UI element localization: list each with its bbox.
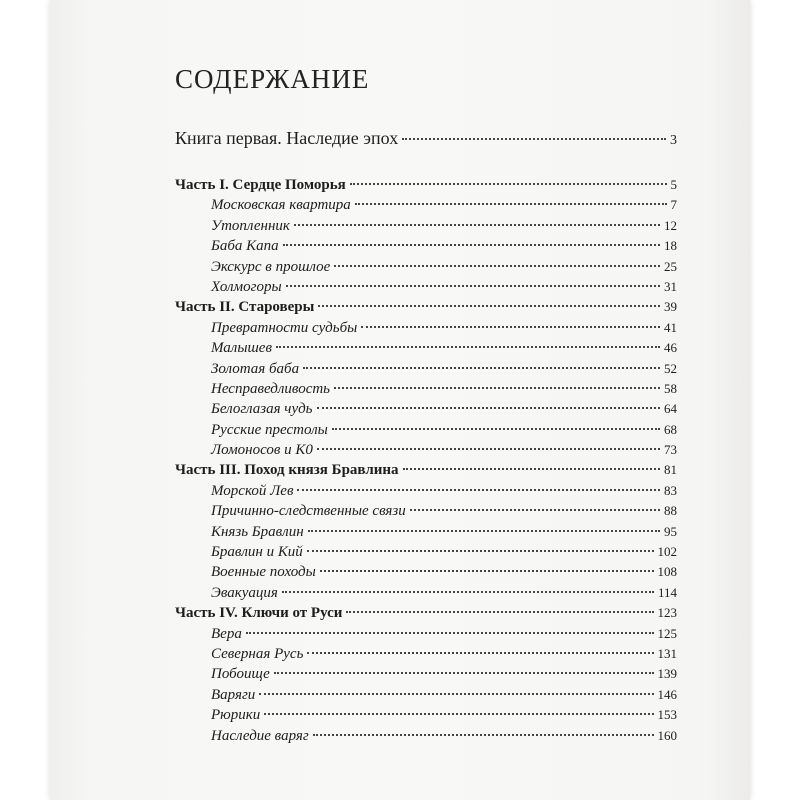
dot-leader [297,489,660,491]
toc-chapter-entry [175,359,677,379]
toc-entry-title: Превратности судьбы [211,319,358,336]
dot-leader [317,448,660,450]
toc-chapter-entry [175,257,677,277]
toc-chapter-entry [175,277,677,297]
toc-page-number: 139 [657,666,677,682]
toc-book-entry [175,128,677,149]
toc-entry-title: Эвакуация [211,584,278,601]
toc-entry-title: Часть IV. Ключи от Руси [175,605,343,622]
toc-entry-title: Русские престолы [211,421,328,438]
toc-part-entry [175,175,677,195]
dot-leader [402,138,666,140]
toc-entry-title: Морской Лев [211,482,294,499]
toc-chapter-entry [175,522,677,542]
toc-chapter-entry [175,379,677,399]
toc-page-number: 39 [664,299,677,315]
dot-leader [307,550,654,552]
toc-page-number: 7 [670,197,677,213]
dot-leader [308,530,660,532]
page-title: СОДЕРЖАНИЕ [175,64,370,94]
toc-page-number: 73 [664,442,677,458]
toc-page-number: 88 [664,503,677,519]
toc-page-number: 108 [657,564,677,580]
dot-leader [332,428,660,430]
dot-leader [350,183,667,185]
toc-chapter-entry [175,216,677,236]
toc-page-number: 52 [664,360,677,376]
toc-entry-title: Ломоносов и К0 [211,442,313,459]
toc-chapter-entry [175,440,677,460]
dot-leader [294,224,660,226]
toc-page-number: 146 [657,686,677,702]
toc-entry-title: Белоглазая чудь [211,401,313,418]
toc-chapter-entry [175,705,677,725]
toc-entry-title: Экскурс в прошлое [211,258,331,275]
toc-chapter-entry [175,318,677,338]
toc-entry-title: Князь Бравлин [211,523,304,540]
dot-leader [320,570,654,572]
toc-entry-title: Баба Капа [211,238,279,255]
toc-entry-title: Часть II. Староверы [175,299,315,316]
toc-chapter-entry [175,236,677,256]
toc-book-page-number: 3 [670,133,677,148]
toc-entry-title: Несправедливость [211,380,331,397]
toc-entry-title: Бравлин и Кий [211,544,303,561]
toc-page-number: 46 [664,340,677,356]
dot-leader [286,285,660,287]
toc-entry-title: Утопленник [211,217,290,234]
toc-chapter-entry [175,420,677,440]
dot-leader [403,468,660,470]
dot-leader [259,693,653,695]
dot-leader [318,305,660,307]
dot-leader [334,265,660,267]
toc-page-number: 31 [664,278,677,294]
toc-entry-title: Малышев [211,340,272,357]
toc-chapter-entry [175,481,677,501]
dot-leader [264,713,653,715]
toc-entry-title: Московская квартира [211,197,351,214]
toc-part-entry [175,460,677,480]
toc-entry-title: Вера [211,625,242,642]
dot-leader [317,407,661,409]
toc-page-number: 83 [664,482,677,498]
toc-chapter-entry [175,399,677,419]
dot-leader [410,509,660,511]
dot-leader [283,244,660,246]
toc-page-number: 25 [664,258,677,274]
dot-leader [361,326,660,328]
dot-leader [276,346,660,348]
toc-page-number: 81 [664,462,677,478]
toc-chapter-entry [175,726,677,746]
toc-page-number: 5 [670,177,677,192]
toc-page-number: 114 [657,584,677,600]
toc-entry-title: Северная Русь [211,645,304,662]
toc-chapter-entry [175,624,677,644]
toc-chapter-entry [175,195,677,215]
toc-entry-title: Часть I. Сердце Поморья [175,177,346,193]
toc-chapter-entry [175,664,677,684]
toc-entry-title: Наследие варяг [211,727,309,744]
dot-leader [246,632,654,634]
toc-entry-title: Варяги [211,686,256,703]
toc-page-number: 95 [664,523,677,539]
dot-leader [274,672,654,674]
toc-page-number: 64 [664,401,677,417]
dot-leader [282,591,654,593]
toc-part-entry [175,603,677,623]
toc-entry-title: Военные походы [211,564,316,581]
toc-chapter-entry [175,685,677,705]
dot-leader [313,734,654,736]
toc-chapter-entry [175,542,677,562]
toc-chapter-entry [175,562,677,582]
dot-leader [303,367,660,369]
dot-leader [346,611,653,613]
toc-page-number: 160 [657,727,677,743]
toc-page-number: 123 [657,605,677,621]
toc-page-number: 125 [657,625,677,641]
toc-part-entry [175,297,677,317]
toc-entry-title: Причинно-следственные связи [211,503,406,520]
toc-chapter-entry [175,583,677,603]
toc-page-number: 153 [657,707,677,723]
toc-entry-title: Холмогоры [211,278,282,295]
toc-chapter-entry [175,501,677,521]
toc-page-number: 18 [664,238,677,254]
table-of-contents [175,175,677,746]
toc-page-number: 58 [664,380,677,396]
book-page [50,0,750,800]
toc-entry-title: Часть III. Поход князя Бравлина [175,462,399,479]
dot-leader [355,203,667,205]
toc-entry-title: Побоище [211,666,270,683]
dot-leader [307,652,653,654]
toc-chapter-entry [175,644,677,664]
toc-page-number: 68 [664,421,677,437]
toc-chapter-entry [175,338,677,358]
dot-leader [334,387,660,389]
toc-entry-title: Золотая баба [211,360,300,377]
toc-page-number: 12 [664,217,677,233]
toc-page-number: 131 [657,645,677,661]
toc-book-title: Книга первая. Наследие эпох [175,128,399,148]
toc-page-number: 41 [664,319,677,335]
toc-page-number: 102 [657,544,677,560]
toc-entry-title: Рюрики [211,707,261,724]
